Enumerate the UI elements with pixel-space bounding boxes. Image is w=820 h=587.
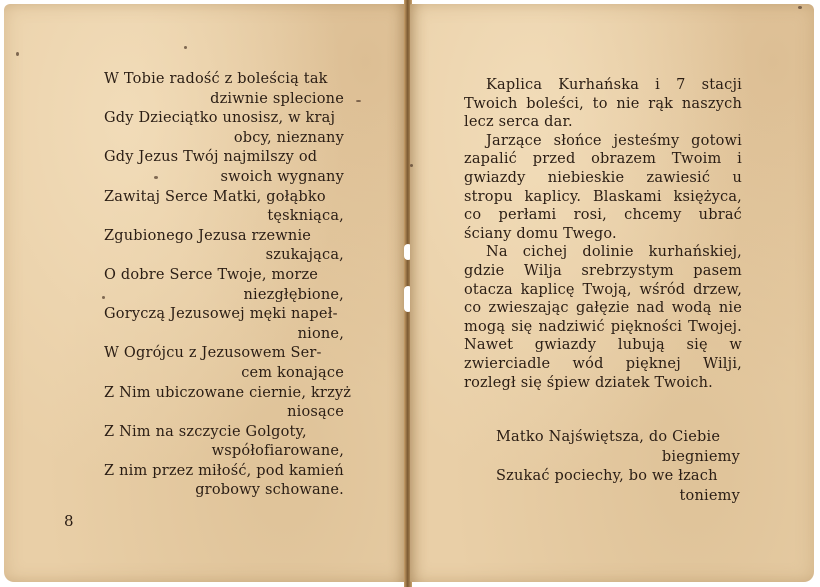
prose-paragraph: Jarzące słońce jesteśmy gotowi zapalić przed obrazem Twoim i gwiazdy niebieskie zawiesić u stropu kaplicy. Blaskami księżyca, co perłami rosi, chcemy ubrać ściany domu Twego. [464, 132, 742, 242]
poem-line: Zgubionego Jezusa rzewnie [104, 227, 312, 244]
poem-line: biegniemy [661, 448, 740, 465]
paper-speck [102, 296, 105, 299]
poem-line: toniemy [679, 487, 740, 504]
paper-speck [798, 6, 802, 9]
paper-speck [184, 46, 187, 49]
poem-line: Z nim przez miłość, pod kamień [104, 462, 344, 479]
poem-line: tęskniąca, [267, 208, 344, 225]
poem-line: szukająca, [265, 247, 344, 264]
right-poem [496, 428, 740, 506]
poem-line: niosące [287, 404, 344, 421]
poem-line: Z Nim na szczycie Golgoty, [104, 423, 307, 440]
left-poem [104, 70, 352, 501]
prose-paragraph: Na cichej dolinie kurhańskiej, gdzie Wilja srebrzystym pasem otacza kaplicę Twoją, wśród drzew, co zwieszając gałęzie nad wodą nie mogą się nadziwić piękności Twojej. Nawet gwiazdy lubują się w zwierciadle wód pięknej Wilji, rozległ się śpiew dziatek Twoich. [464, 244, 742, 391]
paper-speck [410, 164, 413, 167]
left-page [4, 4, 406, 582]
paper-speck [356, 100, 361, 102]
poem-line: Zawitaj Serce Matki, gołąbko [104, 188, 326, 205]
poem-line: nione, [297, 325, 344, 342]
right-prose [464, 76, 742, 392]
poem-line: W Ogrójcu z Jezusowem Ser- [104, 345, 322, 362]
poem-line: współofiarowane, [211, 443, 344, 460]
poem-line: Z Nim ubiczowane ciernie, krzyż [104, 384, 352, 401]
poem-line: cem konające [241, 364, 344, 381]
paper-speck [16, 52, 19, 56]
poem-line: swoich wygnany [220, 168, 344, 185]
poem-line: niezgłębione, [243, 286, 344, 303]
right-page [410, 4, 814, 582]
poem-line: Goryczą Jezusowej męki napeł- [104, 306, 338, 323]
poem-line: dziwnie splecione [210, 90, 344, 107]
paper-speck [154, 176, 158, 179]
page-number: 8 [64, 512, 74, 530]
poem-line: Szukać pociechy, bo we łzach [496, 468, 718, 485]
prose-paragraph: Kaplica Kurhańska i 7 stacji Twoich boleści, to nie rąk naszych lecz serca dar. [464, 77, 742, 131]
poem-line: Matko Najświętsza, do Ciebie [496, 429, 721, 445]
poem-line: grobowy schowane. [195, 482, 344, 499]
poem-line: W Tobie radość z boleścią tak [104, 71, 328, 87]
poem-line: Gdy Jezus Twój najmilszy od [104, 149, 318, 166]
poem-line: obcy, nieznany [233, 129, 344, 146]
poem-line: Gdy Dzieciątko unosisz, w kraj [104, 110, 336, 127]
poem-line: O dobre Serce Twoje, morze [104, 266, 319, 283]
